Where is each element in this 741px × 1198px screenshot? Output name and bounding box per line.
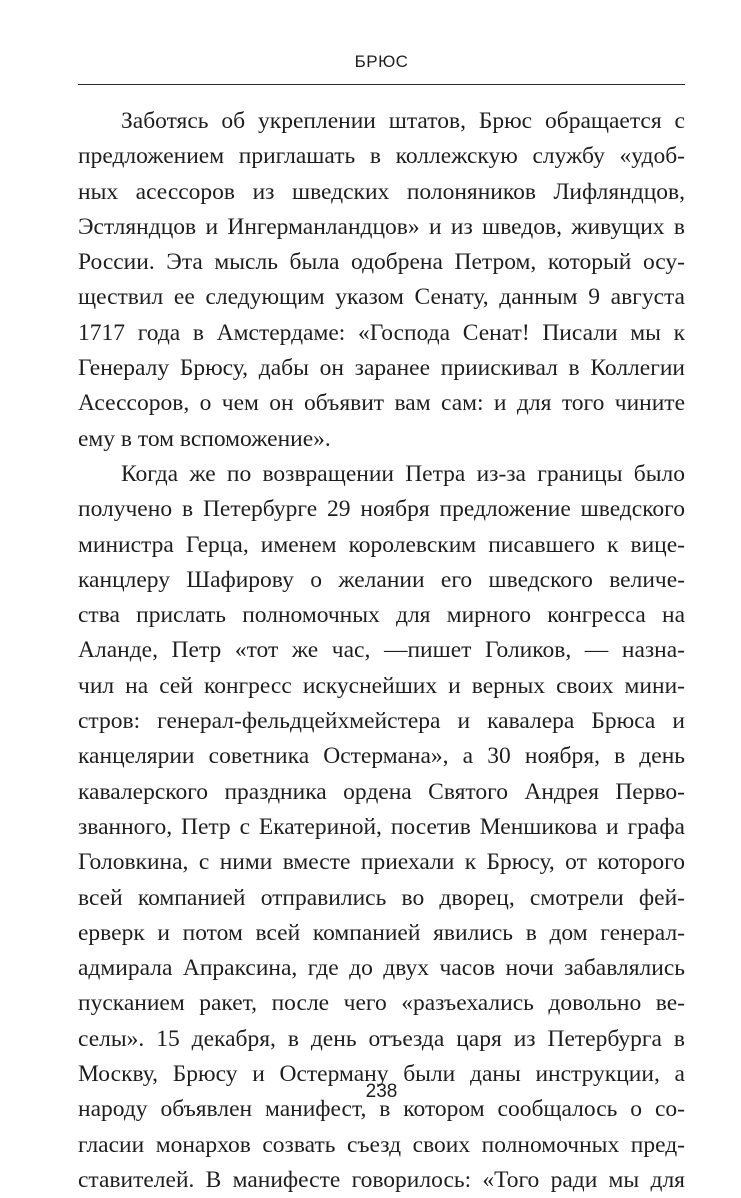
text-line: ных асессоров из шведских полоняников Лифляндцов, xyxy=(78,178,685,205)
text-line: России. Эта мысль была одобрена Петром, который осу- xyxy=(78,249,685,276)
text-line: званного, Петр с Екатериной, посетив Меншикова и графа xyxy=(78,813,685,840)
paragraph xyxy=(78,104,685,457)
text-line: Генералу Брюсу, дабы он заранее приискивал в Коллегии xyxy=(78,355,685,382)
text-line: канцлеру Шафирову о желании его шведского величе- xyxy=(78,566,685,593)
text-line: стров: генерал-фельдцейхмейстера и кавалера Брюса и xyxy=(78,708,685,735)
text-line: 1717 года в Амстердаме: «Господа Сенат! Писали мы к xyxy=(78,319,685,346)
text-line: министра Герца, именем королевским писавшего к вице- xyxy=(78,531,685,558)
text-line: пусканием ракет, после чего «разъехались довольно ве- xyxy=(78,990,685,1017)
text-line: кавалерского праздника ордена Святого Андрея Перво- xyxy=(78,778,685,805)
text-line: гласии монархов созвать съезд своих полномочных пред- xyxy=(78,1131,685,1158)
text-line: народу объявлен манифест, в котором сообщалось о со- xyxy=(78,1096,685,1123)
text-line: всей компанией отправились во дворец, смотрели фей- xyxy=(78,884,685,911)
text-line: Головкина, с ними вместе приехали к Брюсу, от которого xyxy=(78,849,685,876)
text-line: ставителей. В манифесте говорилось: «Того ради мы для xyxy=(78,1166,685,1193)
text-line: адмирала Апраксина, где до двух часов ночи забавлялись xyxy=(78,955,685,982)
text-line: Аланде, Петр «тот же час, —пишет Голиков, — назна- xyxy=(78,637,685,664)
text-line: получено в Петербурге 29 ноября предложение шведского xyxy=(78,496,685,523)
text-line: Асессоров, о чем он объявит вам сам: и для того чините xyxy=(78,390,685,417)
text-line: селы». 15 декабря, в день отъезда царя из Петербурга в xyxy=(78,1025,685,1052)
text-line: чил на сей конгресс искуснейших и верных своих мини- xyxy=(78,672,685,699)
header-rule xyxy=(78,84,685,85)
text-line: ства прислать полномочных для мирного конгресса на xyxy=(78,602,685,629)
text-line: канцелярии советника Остермана», а 30 ноября, в день xyxy=(78,743,685,770)
text-line: ществил ее следующим указом Сенату, данным 9 августа xyxy=(78,284,685,311)
text-line: ерверк и потом всей компанией явились в дом генерал- xyxy=(78,919,685,946)
page-number: 238 xyxy=(365,1081,398,1102)
text-line: Эстляндцов и Ингерманландцов» и из шведов, живущих в xyxy=(78,213,685,240)
text-line: предложением приглашать в коллежскую службу «удоб- xyxy=(78,143,685,170)
text-line: Когда же по возвращении Петра из-за границы было xyxy=(121,460,685,487)
text-line: ему в том вспоможение». xyxy=(78,425,331,452)
page-body xyxy=(78,104,685,1198)
text-line: Заботясь об укреплении штатов, Брюс обращается с xyxy=(121,108,685,134)
running-head: БРЮС xyxy=(354,52,409,71)
text-line: Москву, Брюсу и Остерману были даны инструкции, а xyxy=(78,1061,685,1088)
